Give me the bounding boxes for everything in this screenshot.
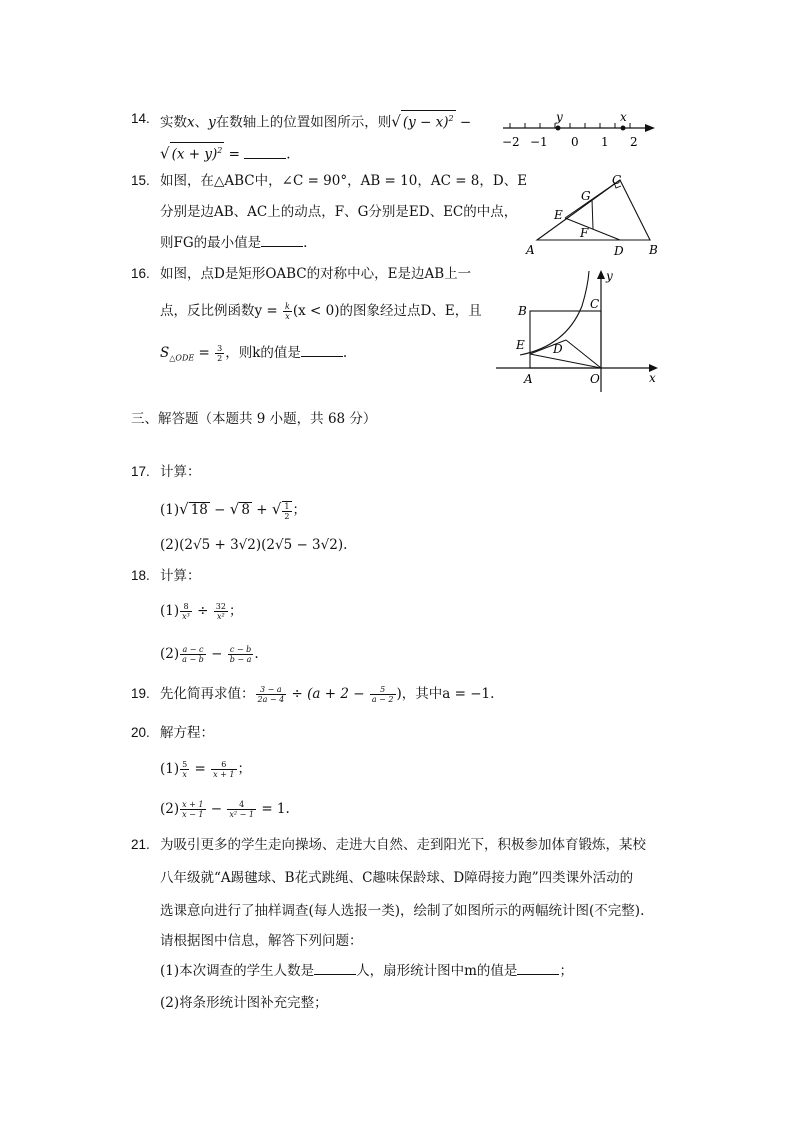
q18-part1: (1) $\frac{8}{\text{x³}}$ ÷ $\frac{32}{\text{x²}}$ ；	[160, 602, 243, 621]
point-y	[556, 126, 561, 131]
q14-line2: √ $(x + y)^2$ = .	[160, 142, 291, 164]
label-C: C	[590, 297, 600, 311]
tick-label: 0	[571, 135, 579, 149]
q17-number: 17.	[131, 464, 150, 479]
tick-label: 1	[601, 135, 609, 149]
label-B: B	[649, 243, 658, 257]
label-A: A	[526, 243, 535, 257]
section-heading: 三、解答题（本题共 9 小题，共 68 分）	[131, 411, 377, 427]
q14-line1: 实数x、y在数轴上的位置如图所示，则√ $(y - x)^2$ −	[160, 110, 471, 132]
q20-part2: (2) $\frac{x + 1}{x - 1}$ − $\frac{4}{\text{x² − 1}}$ = 1.	[160, 800, 290, 819]
axis-arrow-icon	[645, 124, 655, 132]
segment-FG	[592, 199, 593, 229]
triangle-figure	[520, 170, 670, 262]
q18-part2: (2) $\frac{a - c}{a - b}$ − $\frac{c - b}{b - a}$ .	[160, 645, 259, 664]
q17-title: 计算：	[160, 464, 201, 480]
q20-number: 20.	[131, 725, 150, 740]
q16-line1: 如图，点D是矩形OABC的对称中心，E是边AB上一	[160, 266, 472, 282]
q15-line1: 如图，在△ABC中，∠C = 90°，AB = 10，AC = 8，D、E	[160, 173, 528, 189]
q18-number: 18.	[131, 568, 150, 583]
q16-answer-blank[interactable]	[301, 344, 343, 357]
q21-line4: 请根据图中信息，解答下列问题：	[160, 933, 363, 949]
q21-part1: (1)本次调查的学生人数是 人，扇形统计图中m的值是 ；	[160, 963, 573, 979]
q15-line3: 则FG的最小值是 .	[160, 235, 308, 251]
q18-title: 计算：	[160, 568, 201, 584]
q20-title: 解方程：	[160, 725, 214, 741]
q16-number: 16.	[131, 266, 150, 281]
label-y: y	[556, 110, 563, 124]
q21-line3: 选课意向进行了抽样调查(每人选报一类)，绘制了如图所示的两幅统计图(不完整).	[160, 903, 645, 919]
label-E: E	[516, 338, 525, 352]
q16-line2: 点，反比例函数y = $\frac{k}{x}$ (x < 0)的图象经过点D、E，且	[160, 302, 482, 321]
label-C: C	[612, 173, 622, 187]
q15-answer-blank[interactable]	[261, 234, 303, 247]
label-D: D	[553, 342, 563, 356]
q15-line2: 分别是边AB、AC上的动点，F、G分别是ED、EC的中点，	[160, 204, 518, 220]
q19-text: 先化简再求值： $\frac{3 - a}{2a - 4}$ ÷ (a + 2 − $\frac{5}{a - 2}$ )，其中a = −1.	[160, 685, 495, 704]
label-y: y	[606, 269, 613, 283]
label-F: F	[580, 226, 589, 240]
segment-EO	[530, 354, 601, 368]
q17-part1: (1)√ 18 − √ 8 + √ $\frac{1}{2}$ ；	[160, 500, 306, 521]
q14-number: 14.	[131, 111, 150, 126]
coordinate-figure	[494, 266, 666, 394]
tick-label: −1	[530, 135, 548, 149]
label-O: O	[590, 372, 600, 386]
q21-m-blank[interactable]	[517, 962, 559, 975]
label-A: A	[524, 372, 533, 386]
q21-line2: 八年级就“A踢毽球、B花式跳绳、C趣味保龄球、D障碍接力跑”四类课外活动的	[160, 870, 634, 886]
label-D: D	[614, 244, 624, 258]
q20-part1: (1) $\frac{5}{x}$ = $\frac{6}{x + 1}$ ；	[160, 760, 252, 779]
label-E: E	[554, 208, 563, 222]
q14-answer-blank[interactable]	[244, 146, 286, 159]
q19-number: 19.	[131, 686, 150, 701]
q16-line3: $S_{\triangle ODE}$ = $\frac{3}{2}$ ，则k的值是 .	[160, 344, 348, 363]
q17-part2: (2)(2√5 + 3√2)(2√5 − 3√2).	[160, 537, 348, 553]
q21-part2: (2)将条形统计图补充完整；	[160, 995, 328, 1011]
label-B: B	[518, 304, 527, 318]
label-x: x	[620, 110, 627, 124]
q15-number: 15.	[131, 173, 150, 188]
number-line-figure	[495, 110, 665, 155]
y-axis-arrow-icon	[597, 270, 605, 279]
label-x: x	[649, 371, 656, 385]
q21-number: 21.	[131, 837, 150, 852]
tick-label: −2	[502, 135, 520, 149]
label-G: G	[581, 189, 591, 203]
q21-line1: 为吸引更多的学生走向操场、走进大自然、走到阳光下，积极参加体育锻炼，某校	[160, 837, 646, 853]
point-x	[621, 126, 626, 131]
tick-label: 2	[630, 135, 638, 149]
segment-DO	[566, 340, 601, 368]
q21-students-blank[interactable]	[314, 962, 356, 975]
